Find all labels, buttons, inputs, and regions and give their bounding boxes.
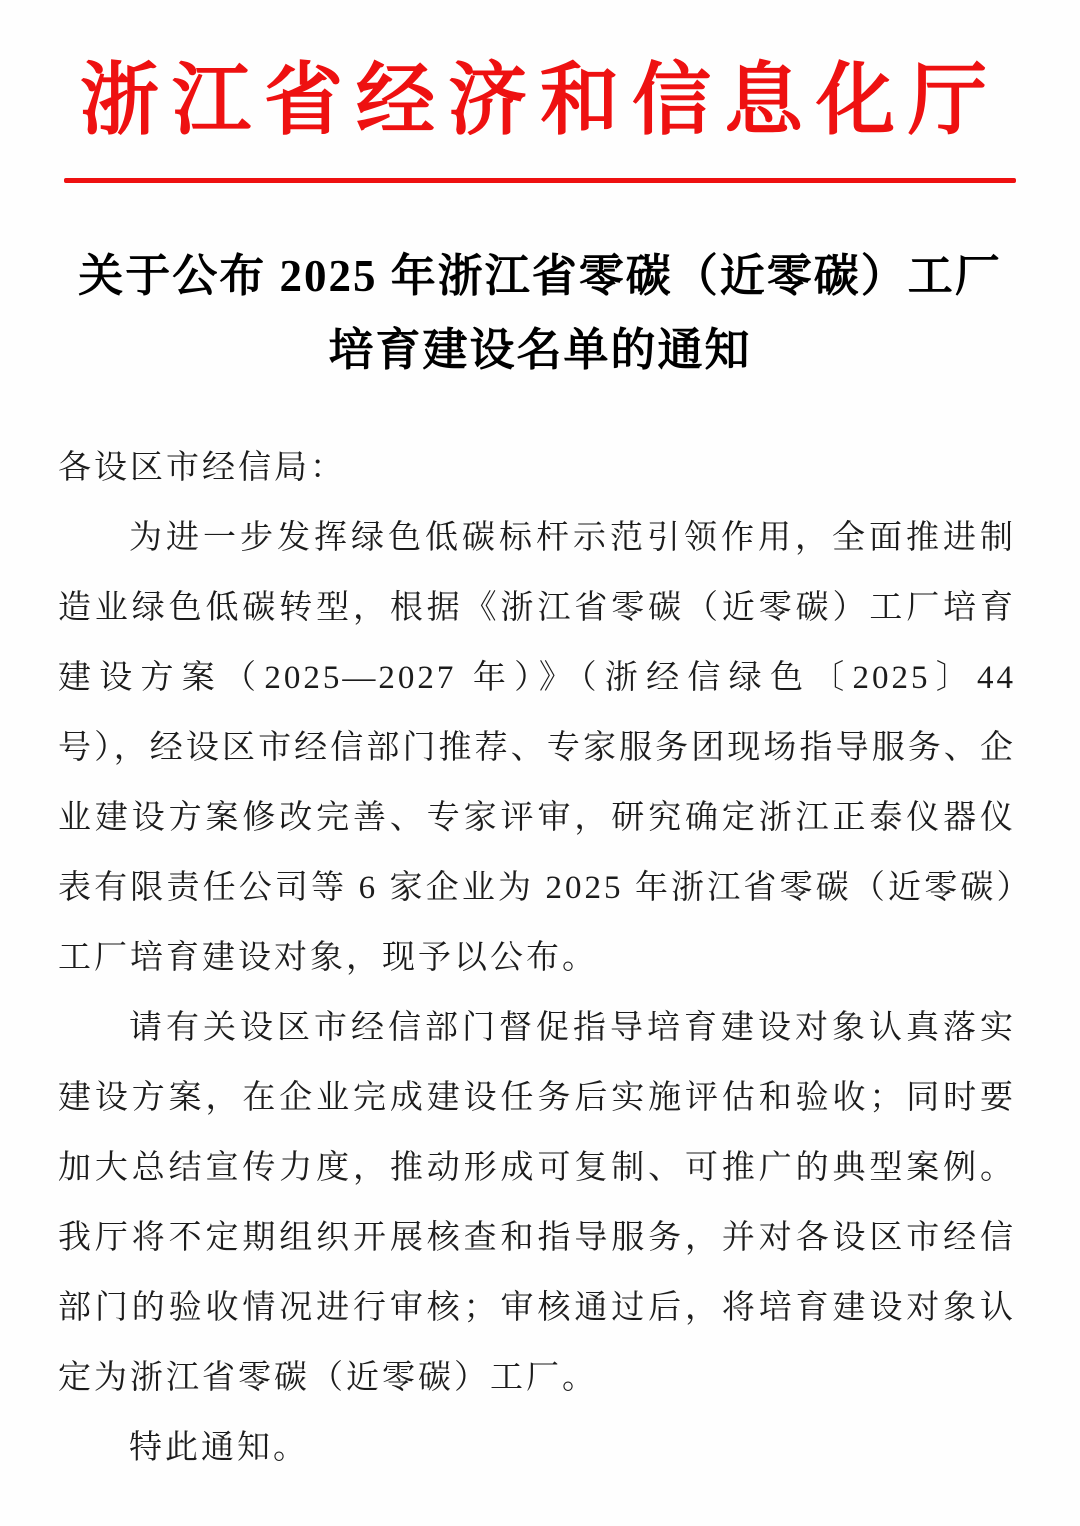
letterhead-divider-rule (64, 178, 1016, 183)
document-title-line-2: 培育建设名单的通知 (328, 325, 752, 375)
document-body (58, 433, 1016, 1483)
document-title (40, 239, 1040, 387)
body-paragraph-2: 请有关设区市经信部门督促指导培育建设对象认真落实建设方案，在企业完成建设任务后实施评估和验收；同时要加大总结宣传力度，推动形成可复制、可推广的典型案例。我厅将不定期组织开展核查和指导服务，并对各设区市经信部门的验收情况进行审核；审核通过后，将培育建设对象认定为浙江省零碳（近零碳）工厂。 (58, 1010, 1016, 1396)
salutation: 各设区市经信局： (58, 450, 346, 486)
letterhead-section (0, 0, 1080, 183)
agency-letterhead: 浙江省经济和信息化厅 (80, 58, 1000, 145)
body-paragraph-1: 为进一步发挥绿色低碳标杆示范引领作用，全面推进制造业绿色低碳转型，根据《浙江省零碳（近零碳）工厂培育建设方案（2025—2027 年）》（浙经信绿色〔2025〕44 号），经设区市经信部门推荐、专家服务团现场指导服务、企业建设方案修改完善、专家评审，研究确定浙江正泰仪器仪表有限责任公司等 6 家企业为 2025 年浙江省零碳（近零碳）工厂培育建设对象，现予以公布。 (58, 520, 1016, 976)
closing-line: 特此通知。 (128, 1430, 309, 1466)
document-title-line-1: 关于公布 2025 年浙江省零碳（近零碳）工厂 (78, 251, 1002, 301)
